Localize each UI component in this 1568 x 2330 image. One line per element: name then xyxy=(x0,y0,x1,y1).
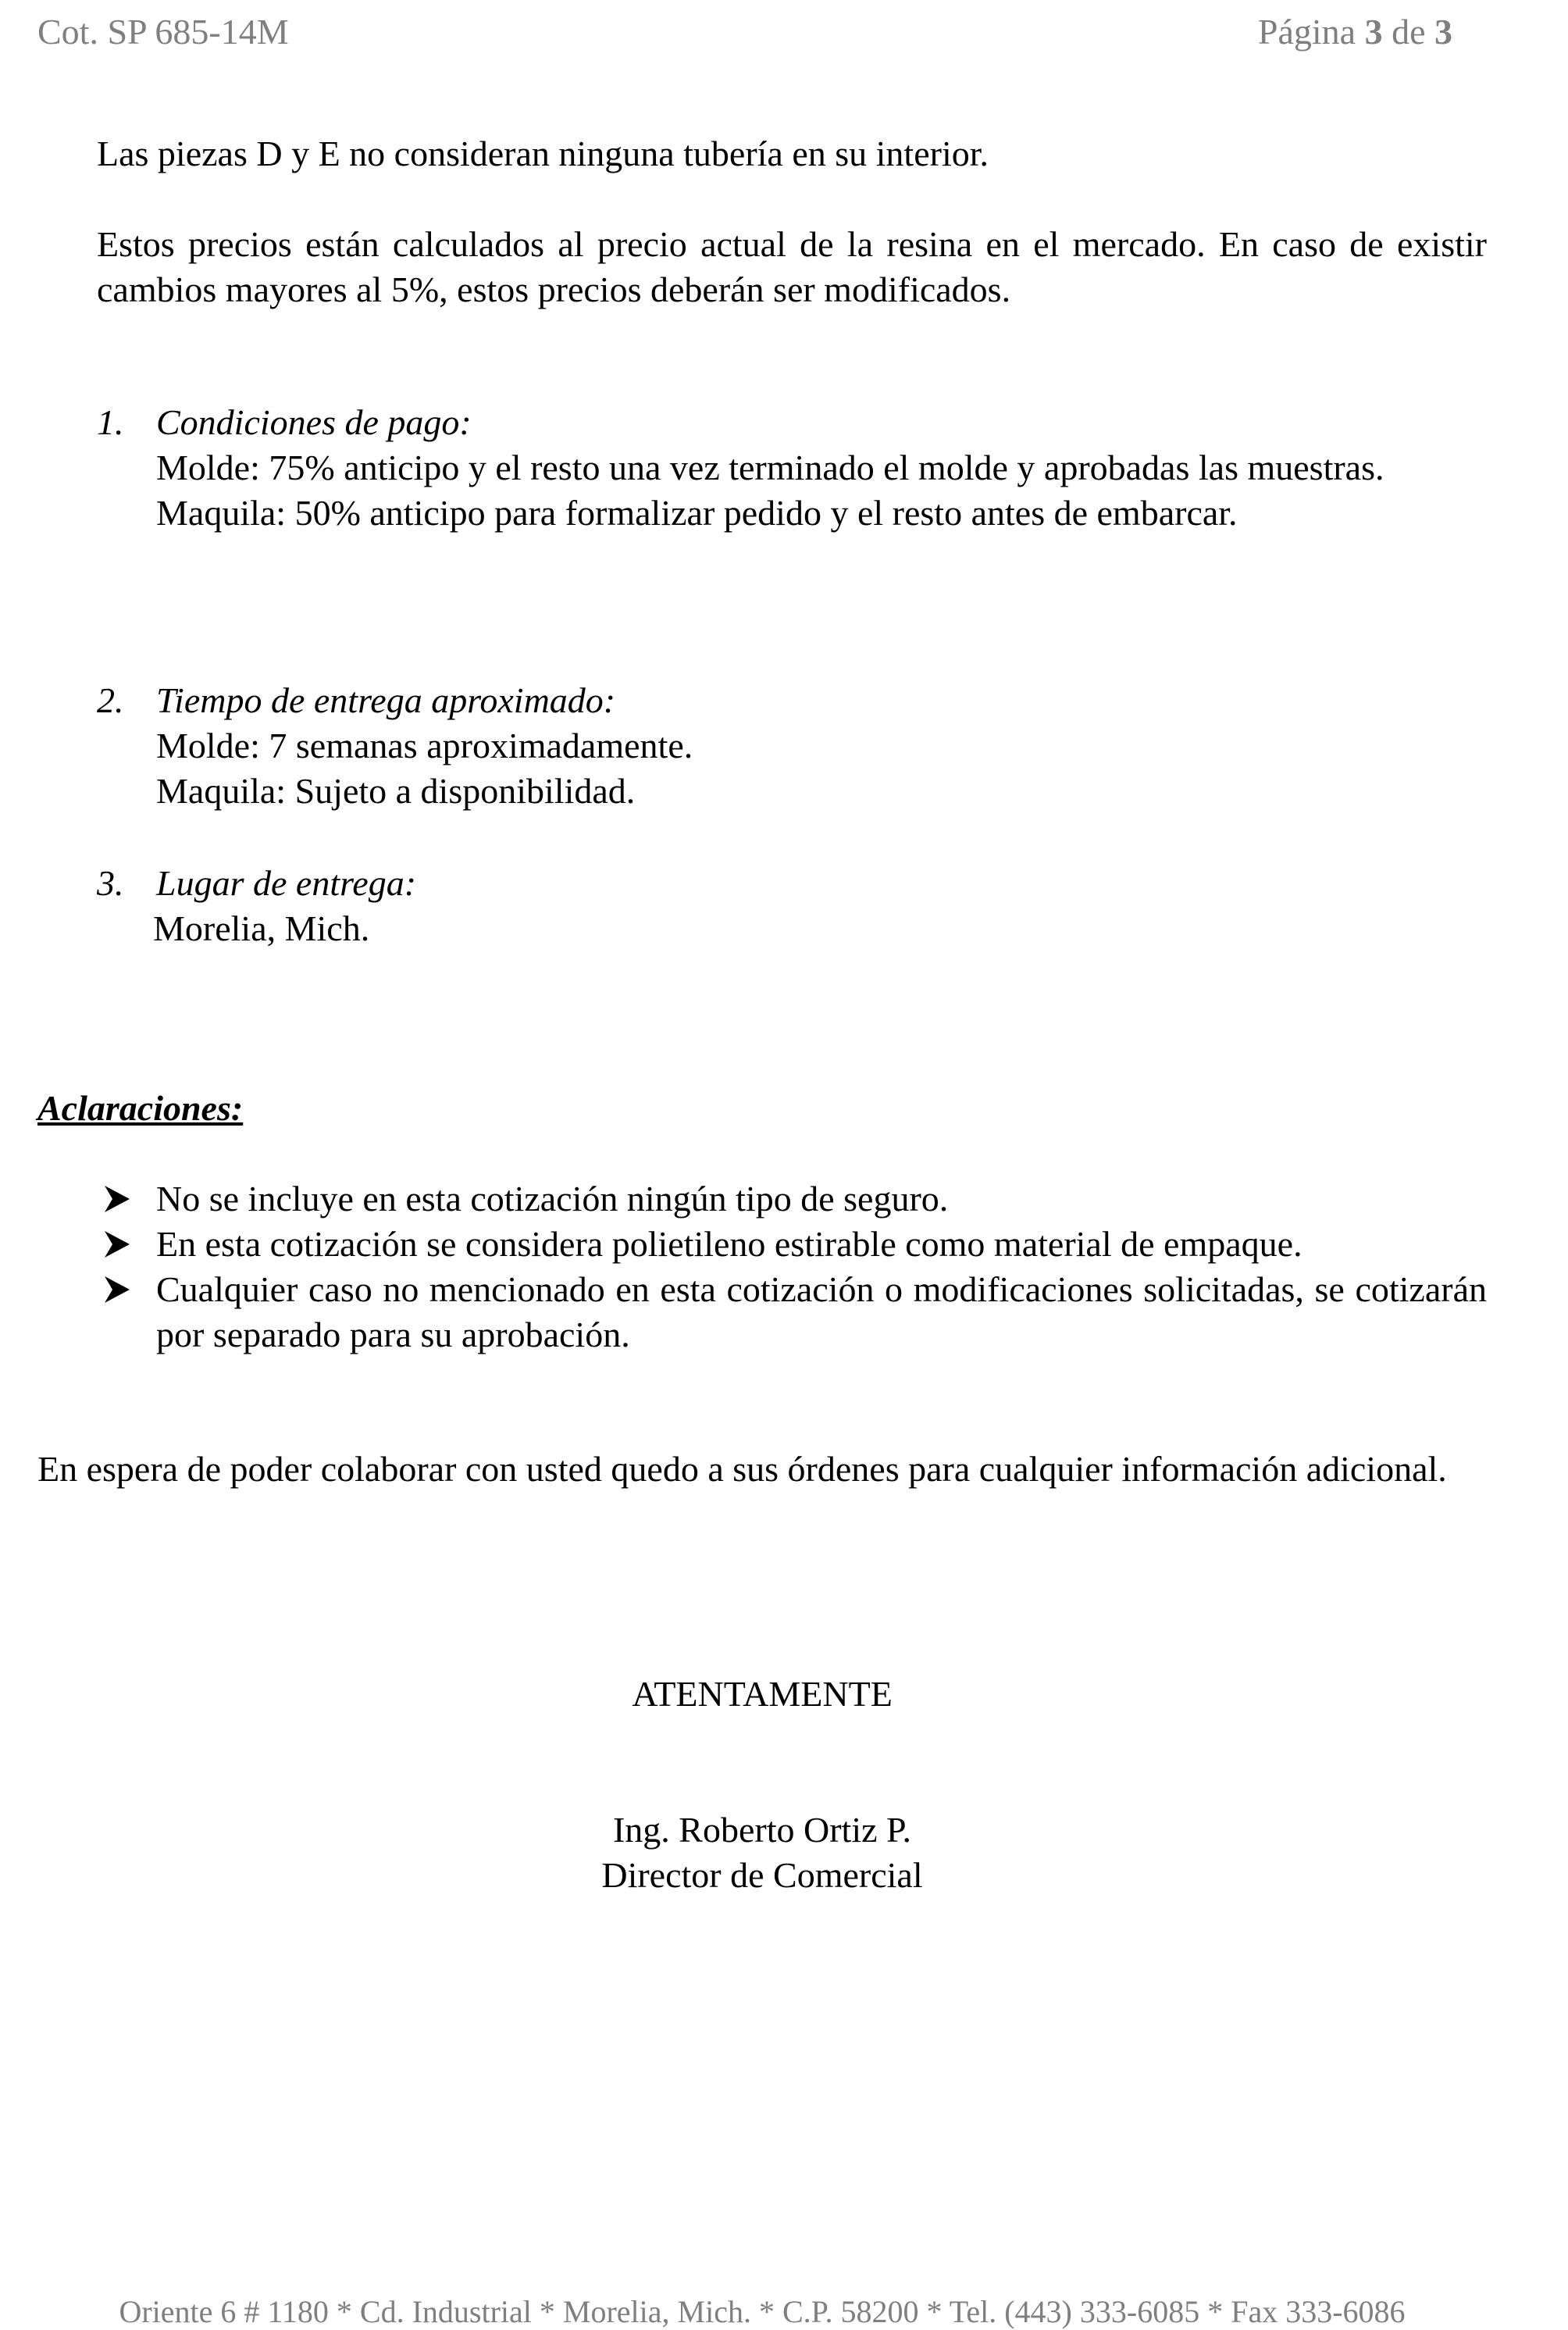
signer-name: Ing. Roberto Ortiz P. xyxy=(612,1810,911,1850)
sign-off: ATENTAMENTE xyxy=(632,1674,893,1714)
condition-line: Maquila: 50% anticipo para formalizar pedido y el resto antes de embarcar. xyxy=(156,493,1238,533)
page-header xyxy=(37,11,1452,58)
signer-title: Director de Comercial xyxy=(601,1855,923,1895)
page-number xyxy=(1258,11,1452,52)
clarifications-heading: Aclaraciones: xyxy=(37,1088,244,1128)
clarification-text: Cualquier caso no mencionado en esta cotización o modificaciones solicitadas, se cotizarán por separado para su aprobación. xyxy=(156,1269,1487,1354)
quote-reference: Cot. SP 685-14M xyxy=(37,12,289,52)
condition-body xyxy=(153,861,1487,951)
condition-line: Molde: 75% anticipo y el resto una vez terminado el molde y aprobadas las muestras. xyxy=(156,448,1384,487)
clarification-text: No se incluye en esta cotización ningún tipo de seguro. xyxy=(156,1179,949,1219)
page-current: 3 xyxy=(1364,12,1383,52)
arrowhead-bullet-icon xyxy=(102,1225,133,1264)
condition-title: Lugar de entrega: xyxy=(156,863,417,903)
arrowhead-bullet-icon xyxy=(102,1179,133,1219)
condition-number: 1. xyxy=(97,402,124,442)
page-total: 3 xyxy=(1434,12,1452,52)
condition-line: Maquila: Sujeto a disponibilidad. xyxy=(156,771,636,811)
condition-line: Molde: 7 semanas aproximadamente. xyxy=(156,726,693,765)
condition-body xyxy=(156,678,1487,814)
condition-title: Condiciones de pago: xyxy=(156,402,472,442)
condition-line: Morelia, Mich. xyxy=(153,908,370,948)
condition-title: Tiempo de entrega aproximado: xyxy=(156,680,616,720)
condition-number: 2. xyxy=(97,680,124,720)
closing-paragraph: En espera de poder colaborar con usted quedo a sus órdenes para cualquier información adicional. xyxy=(37,1449,1447,1489)
intro-paragraph-pieces: Las piezas D y E no consideran ninguna tubería en su interior. xyxy=(97,134,989,173)
arrowhead-bullet-icon xyxy=(102,1270,133,1309)
page-separator: de xyxy=(1392,12,1426,52)
condition-number: 3. xyxy=(97,863,124,903)
page-footer-address: Oriente 6 # 1180 * Cd. Industrial * Morelia, Mich. * C.P. 58200 * Tel. (443) 333-6085 * Fax 333-6086 xyxy=(119,2294,1406,2329)
intro-paragraph-prices: Estos precios están calculados al precio actual de la resina en el mercado. En caso de existir cambios mayores al 5%, estos precios deberán ser modificados. xyxy=(97,224,1487,309)
clarification-text: En esta cotización se considera polietileno estirable como material de empaque. xyxy=(156,1224,1303,1264)
condition-body xyxy=(156,400,1487,536)
page-prefix: Página xyxy=(1257,12,1356,52)
